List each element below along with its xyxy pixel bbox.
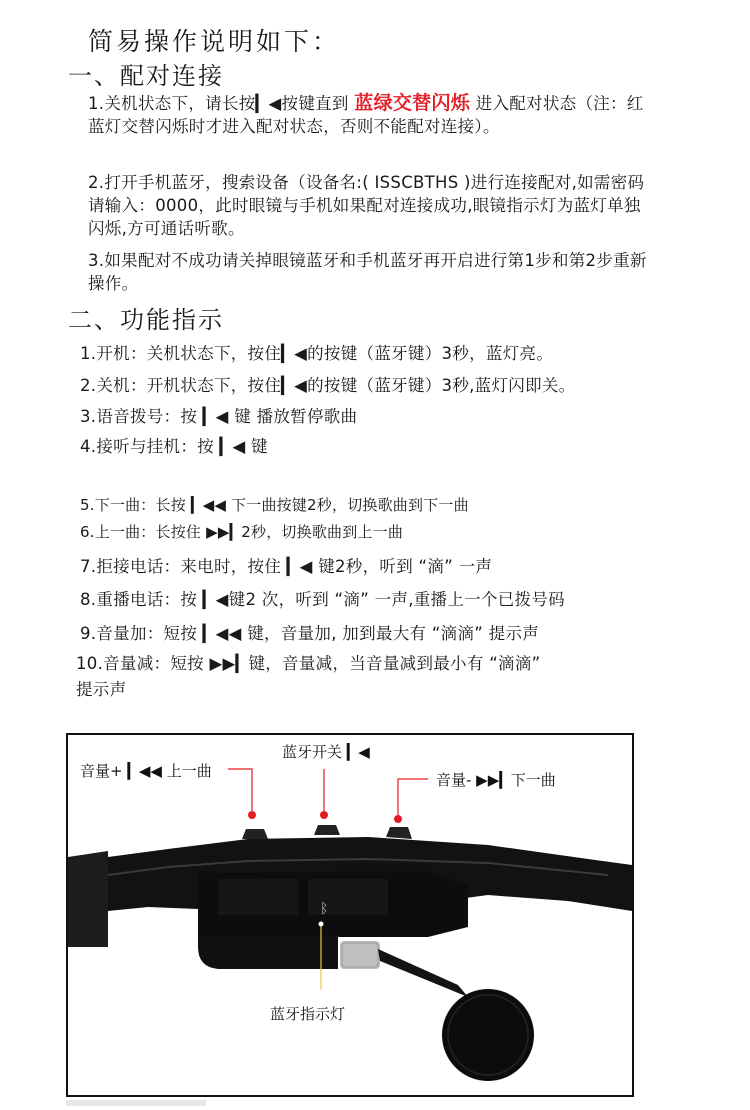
function-item-4: 4.接听与挂机：按 ▎◀ 键 (80, 437, 268, 456)
function-item-1: 1.开机：关机状态下，按住▎◀的按键（蓝牙键）3秒，蓝灯亮。 (80, 344, 554, 363)
instruction-title: 简易操作说明如下： (88, 27, 341, 56)
function-item-10: 10.音量减：短按 ▶▶▎键，音量减，当音量减到最小有 “滴滴” (76, 654, 541, 673)
marker-dot-1 (248, 811, 256, 819)
marker-dot-2 (320, 811, 328, 819)
pairing-step-2: 2.打开手机蓝牙，搜索设备（设备名:( ISSCBTHS )进行连接配对,如需密码请输入：0000，此时眼镜与手机如果配对连接成功,眼镜指示灯为蓝灯单独闪烁,方可通话听歌。 (88, 173, 645, 238)
step1-highlight: 蓝绿交替闪烁 (354, 92, 471, 114)
product-diagram (66, 733, 634, 1097)
microphone-foam (442, 989, 534, 1081)
function-item-8: 8.重播电话：按 ▎◀键2 次，听到 “滴” 一声,重播上一个已拨号码 (80, 590, 565, 609)
section-heading-pairing: 一、配对连接 (68, 62, 224, 90)
label-indicator: 蓝牙指示灯 (270, 1005, 346, 1023)
function-item-5: 5.下一曲：长按 ▎◀◀ 下一曲按键2秒，切换歌曲到下一曲 (80, 496, 469, 514)
function-item-2: 2.关机：开机状态下，按住▎◀的按键（蓝牙键）3秒,蓝灯闪即关。 (80, 376, 576, 395)
label-vol-down: 音量- ▶▶▎下一曲 (436, 771, 556, 789)
leader-vol-down (398, 779, 428, 815)
step1-text-after: 进入配对状态（注：红蓝灯交替闪烁时才进入配对状态，否则不能配对连接）。 (88, 94, 644, 136)
function-item-7: 7.拒接电话：来电时，按住 ▎◀ 键2秒，听到 “滴” 一声 (80, 557, 493, 576)
function-item-6: 6.上一曲：长按住 ▶▶▎2秒，切换歌曲到上一曲 (80, 523, 404, 541)
section-heading-functions: 二、功能指示 (68, 306, 224, 334)
function-item-9: 9.音量加：短按 ▎◀◀ 键，音量加, 加到最大有 “滴滴” 提示声 (80, 624, 540, 643)
function-item-3: 3.语音拨号：按 ▎◀ 键 播放暂停歌曲 (80, 407, 358, 426)
svg-text:ᛒ: ᛒ (320, 901, 329, 917)
pairing-step-3: 3.如果配对不成功请关掉眼镜蓝牙和手机蓝牙再开启进行第1步和第2步重新操作。 (88, 251, 647, 293)
label-vol-up: 音量+ ▎◀◀ 上一曲 (80, 762, 212, 780)
pairing-step-1 (88, 92, 648, 138)
bottom-fragment (66, 1100, 206, 1106)
label-bt-switch: 蓝牙开关 ▎◀ (282, 743, 370, 761)
leader-vol-up (228, 769, 252, 811)
step1-text-before: 1.关机状态下，请长按▎◀按键直到 (88, 94, 349, 113)
function-item-10-cont: 提示声 (76, 680, 127, 699)
marker-dot-3 (394, 815, 402, 823)
